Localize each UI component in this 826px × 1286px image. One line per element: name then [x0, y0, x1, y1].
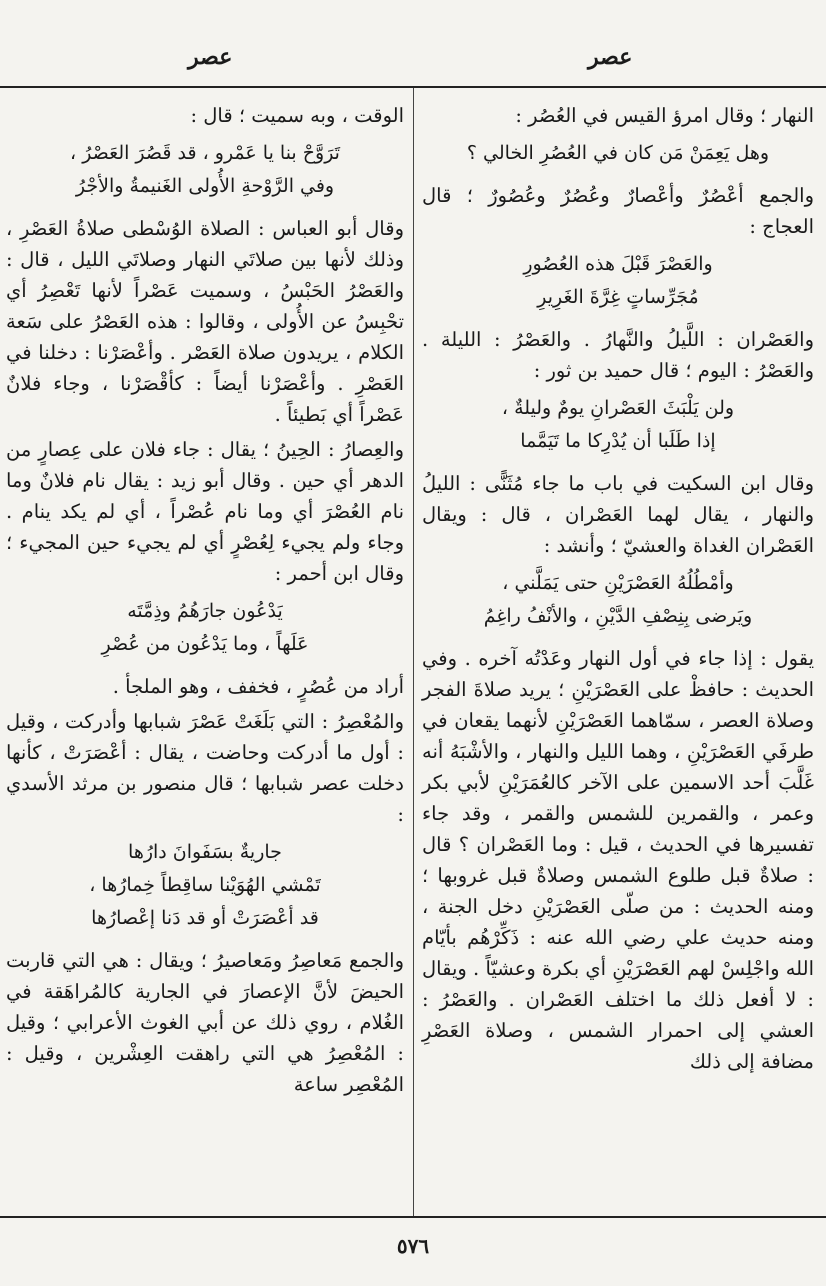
- verse-line: جاريةٌ بسَفَوانَ دارُها: [128, 841, 282, 863]
- verse-line: إذا طَلَبا أن يُدْرِكا ما تَيَمَّما: [520, 430, 716, 452]
- verse-line: عَلَهاً ، وما يَدْعُون من عُصْرِ: [101, 633, 309, 655]
- page-number: ٥٧٦: [396, 1234, 430, 1258]
- paragraph: أراد من عُصُرٍ ، فخفف ، وهو الملجأ .: [112, 675, 404, 698]
- verse: [6, 137, 404, 203]
- running-head-left: عصر: [188, 44, 233, 70]
- verse-line: مُجَرِّساتٍ غِرَّةَ الغَرِيرِ: [537, 286, 699, 308]
- verse: [422, 137, 814, 170]
- verse: [422, 567, 814, 633]
- verse: [6, 836, 404, 935]
- paragraph: وقال ابن السكيت في باب ما جاء مُثَنًّى : الليلُ والنهار ، يقال لهما العَصْران ، قال : ويقال العَصْران الغداة والعشيّ ؛ وأنشد :: [422, 472, 814, 557]
- verse: [6, 595, 404, 661]
- paragraph: والمُعْصِرُ : التي بَلَغَتْ عَصْرَ شبابها وأدركت ، وقيل : أول ما أدركت وحاضت ، يقال : أعْصَرَتْ ، كأنها دخلت عصر شبابها ؛ قال منصور بن مرثد الأسدي :: [6, 710, 404, 826]
- left-column: [6, 100, 404, 1104]
- paragraph: والجمع مَعاصِرُ ومَعاصيرُ ؛ ويقال : هي التي قاربت الحيضَ لأنَّ الإعصارَ في الجارية كالمُراهَقة في الغُلام ، روي ذلك عن أبي الغوث الأعرابي ؛ وقيل : المُعْصِرُ هي التي راهقت العِشْرين ، وقيل : المُعْصِر ساعة: [6, 949, 404, 1096]
- right-column: [422, 100, 814, 1081]
- paragraph: وقال أبو العباس : الصلاة الوُسْطى صلاةُ العَصْرِ ، وذلك لأنها بين صلاتَي النهار وصلاتَي الليل ، قال : والعَصْرُ الحَبْسُ ، وسميت عَصْراً لأنها تَعْصِرُ أي تحْبِسُ عن الأُولى ، وقالوا : هذه العَصْرُ على سَعة الكلام ، يريدون صلاة العَصْر . وأعْصَرْنا : دخلنا في العَصْرِ . وأعْصَرْنا أيضاً : كأقْصَرْنا ، وجاء فلانٌ عَصْراً أي بَطيئاً .: [6, 217, 404, 426]
- verse-line: وفي الرَّوْحةِ الأُولى الغَنيمةُ والأجْرُ: [75, 175, 335, 197]
- verse-line: وهل يَعِمَنْ مَن كان في العُصُرِ الخالي ؟: [466, 142, 770, 164]
- verse: [422, 392, 814, 458]
- bottom-rule: [0, 1216, 826, 1218]
- verse-line: تَرَوَّحْ بنا يا عَمْرو ، قد قَصُرَ العَصْرُ ،: [70, 142, 340, 164]
- running-head-right: عصر: [588, 44, 633, 70]
- verse-line: يَدْعُون جارَهُمُ وذِمَّتَه: [127, 600, 283, 622]
- column-divider: [413, 88, 414, 1216]
- verse-line: والعَصْرَ قَبْلَ هذه العُصُورِ: [523, 253, 713, 275]
- paragraph: يقول : إذا جاء في أول النهار وعَدْتُه آخره . وفي الحديث : حافظْ على العَصْرَيْنِ ؛ يريد صلاةَ الفجر وصلاة العصر ، سمّاهما العَصْرَيْنِ لأنهما يقعان في طرفَي العَصْرَيْنِ ، وهما الليل والنهار ، والأشْبَهُ أنه غَلَّبَ أحد الاسمين على الآخر كالعُمَرَيْنِ لأبي بكر وعمر ، والقمرين للشمس والقمر ، وقد جاء تفسيرها في الحديث ، قيل : وما العَصْران ؟ قال : صلاةٌ قبل طلوع الشمس وصلاةٌ قبل غروبها ؛ ومنه الحديث : من صلّى العَصْرَيْنِ دخل الجنة ، ومنه حديث علي رضي الله عنه : ذَكِّرْهُم بأيّام الله واجْلِسْ لهم العَصْرَيْنِ أي بكرة وعشيّاً . ويقال : لا أفعل ذلك ما اختلف العَصْران . والعَصْرُ : العشي إلى احمرار الشمس ، وصلاة العَصْرِ مضافة إلى ذلك: [422, 647, 814, 1073]
- paragraph: النهار ؛ وقال امرؤ القيس في العُصُر :: [515, 104, 814, 127]
- paragraph: والعِصارُ : الحِينُ ؛ يقال : جاء فلان على عِصارٍ من الدهر أي حين . وقال أبو زيد : يقال نام فلانٌ وما نام العُصْرَ أي وما نام عُصْراً ، أي لم يكد ينام . وجاء ولم يجيء لِعُصْرٍ أي لم يجيء حين المجيء ؛ وقال ابن أحمر :: [6, 438, 404, 585]
- verse-line: ولن يَلْبَثَ العَصْرانِ يومٌ وليلةٌ ،: [501, 397, 735, 419]
- paragraph: والعَصْران : اللَّيلُ والنَّهارُ . والعَصْرُ : الليلة . والعَصْرُ : اليوم ؛ قال حميد بن ثور :: [422, 328, 814, 382]
- paragraph: الوقت ، وبه سميت ؛ قال :: [190, 104, 404, 127]
- verse-line: ويَرضى بِنِصْفِ الدَّيْنِ ، والأنْفُ راغِمُ: [483, 605, 753, 627]
- verse: [422, 248, 814, 314]
- verse-line: قد أعْصَرَتْ أو قد دَنا إعْصارُها: [91, 907, 319, 929]
- verse-line: وأمْطُلُهُ العَصْرَيْنِ حتى يَمَلَّني ،: [502, 572, 734, 594]
- verse-line: تَمْشي الهُوَيْنا ساقِطاً خِمارُها ،: [89, 874, 321, 896]
- paragraph: والجمع أعْصُرٌ وأعْصارٌ وعُصُرٌ وعُصُورٌ ؛ قال العجاج :: [422, 184, 814, 238]
